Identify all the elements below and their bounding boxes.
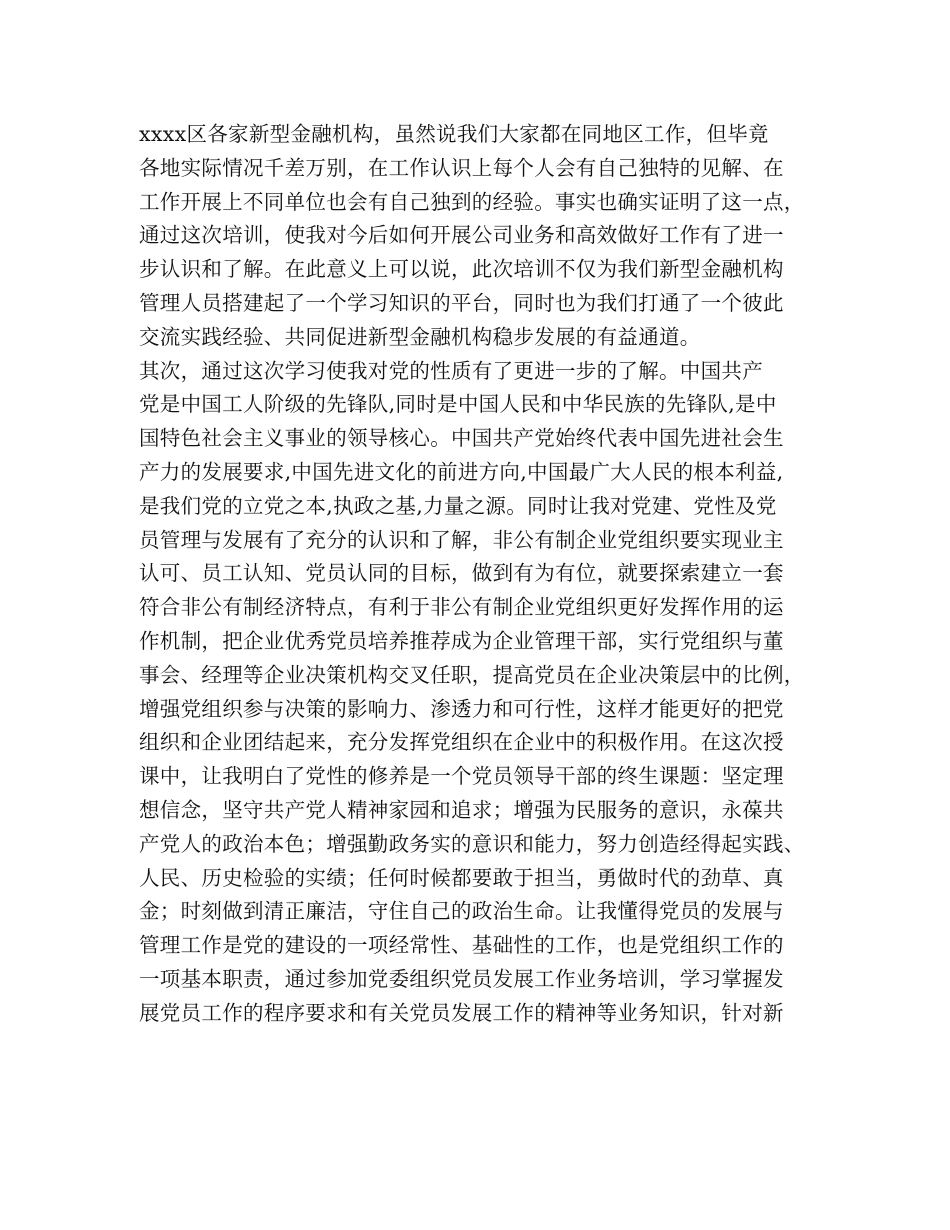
text-line: 各地实际情况千差万别，在工作认识上每个人会有自己独特的见解、在 — [139, 155, 784, 180]
text-line: 国特色社会主义事业的领导核心。中国共产党始终代表中国先进社会生 — [139, 426, 784, 451]
text-line: 产党人的政治本色；增强勤政务实的意识和能力，努力创造经得起实践、 — [139, 831, 805, 856]
body-text — [139, 118, 829, 1031]
text-line: 是我们党的立党之本,执政之基,力量之源。同时让我对党建、党性及党 — [139, 493, 777, 518]
text-line: 组织和企业团结起来，充分发挥党组织在企业中的积极作用。在这次授 — [139, 730, 784, 755]
text-line: 课中，让我明白了党性的修养是一个党员领导干部的终生课题：坚定理 — [139, 764, 784, 789]
text-line: 符合非公有制经济特点，有利于非公有制企业党组织更好发挥作用的运 — [139, 595, 784, 620]
text-line: 产力的发展要求,中国先进文化的前进方向,中国最广大人民的根本利益, — [139, 459, 784, 484]
text-line: 管理人员搭建起了一个学习知识的平台，同时也为我们打通了一个彼此 — [139, 290, 784, 315]
text-line: 管理工作是党的建设的一项经常性、基础性的工作，也是党组织工作的 — [139, 933, 784, 958]
text-line: 员管理与发展有了充分的认识和了解，非公有制企业党组织要实现业主 — [139, 527, 784, 552]
text-line: 事会、经理等企业决策机构交叉任职，提高党员在企业决策层中的比例， — [139, 662, 805, 687]
text-line: xxxx区各家新型金融机构，虽然说我们大家都在同地区工作，但毕竟 — [139, 122, 769, 146]
text-line: 想信念，坚守共产党人精神家园和追求；增强为民服务的意识，永葆共 — [139, 797, 784, 822]
text-line: 金；时刻做到清正廉洁，守住自己的政治生命。让我懂得党员的发展与 — [139, 899, 784, 924]
text-line: 步认识和了解。在此意义上可以说，此次培训不仅为我们新型金融机构 — [139, 257, 784, 282]
text-line: 人民、历史检验的实绩；任何时候都要敢于担当，勇做时代的劲草、真 — [139, 865, 784, 890]
text-line: 作机制，把企业优秀党员培养推荐成为企业管理干部，实行党组织与董 — [139, 628, 784, 653]
text-line: 展党员工作的程序要求和有关党员发展工作的精神等业务知识，针对新 — [139, 1000, 784, 1025]
text-line: 工作开展上不同单位也会有自己独到的经验。事实也确实证明了这一点， — [139, 189, 805, 214]
text-line: 交流实践经验、共同促进新型金融机构稳步发展的有益通道。 — [139, 324, 701, 349]
text-line: 一项基本职责，通过参加党委组织党员发展工作业务培训，学习掌握发 — [139, 966, 784, 991]
text-line: 认可、员工认知、党员认同的目标，做到有为有位，就要探索建立一套 — [139, 561, 784, 586]
text-line: 其次，通过这次学习使我对党的性质有了更进一步的了解。中国共产 — [139, 358, 763, 383]
text-line: 党是中国工人阶级的先锋队,同时是中国人民和中华民族的先锋队,是中 — [139, 392, 777, 417]
text-line: 通过这次培训，使我对今后如何开展公司业务和高效做好工作有了进一 — [139, 223, 784, 248]
text-line: 增强党组织参与决策的影响力、渗透力和可行性，这样才能更好的把党 — [139, 696, 784, 721]
